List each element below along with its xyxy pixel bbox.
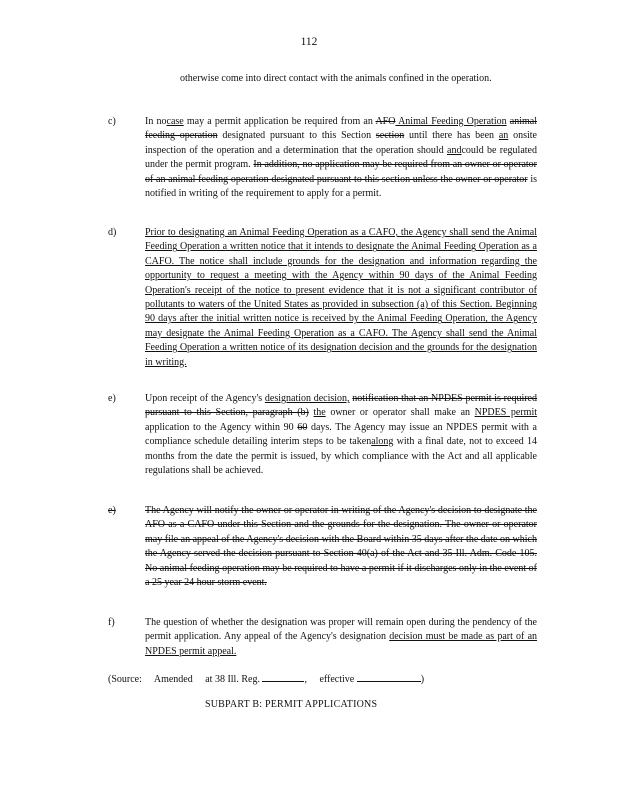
text-segment: days. The Agency may issue an NPDES permit with a compliance schedule detailing interim steps to be taken: [145, 421, 537, 448]
subpart-heading: SUBPART B: PERMIT APPLICATIONS: [205, 699, 378, 710]
text-segment: could be regulated under the permit program.: [145, 144, 537, 171]
text-segment: Prior to designating an Animal Feeding Operation as a CAFO, the Agency shall send the Animal Feeding Operation a written notice that it intends to designate the Animal Feeding Operation as a CAFO. The notice shall include grounds for the designation and information regarding the opportunity to request a meeting with the Agency within 90 days of the Animal Feeding Operation's receipt of the notice to present evidence that it is not a significant contributor of pollutants to waters of the United States as provided in subsection (a) of this Section. Beginning 90 days after the initial written notice is received by the Animal Feeding Operation, the Agency may designate the Animal Feeding Operation as a CAFO. The Agency shall send the Animal Feeding Operation a written notice of its designation decision and the grounds for the designation in writing.: [145, 227, 537, 368]
text-segment: 60: [297, 421, 308, 433]
text-segment: The Agency will notify the owner or operator in writing of the Agency's decision to designate the AFO as a CAFO under this Section and the grounds for the designation. The owner or operator may file an appeal of the Agency's decision with the Board within 35 days after the date on which the Agency served the decision pursuant to Section 40(a) of the Act and 35 Ill. Adm. Code 105. No animal feeding operation may be required to have a permit if it discharges only in the event of a 25 year 24 hour storm event.: [145, 505, 537, 589]
text-segment: In no: [145, 116, 167, 127]
source-prefix: (Source:: [108, 674, 142, 685]
text-segment: onsite inspection of the operation and a determination that the operation should: [145, 130, 537, 156]
text-segment: an: [498, 130, 509, 142]
text-segment: case: [166, 116, 184, 127]
text-segment: the: [313, 407, 326, 419]
section-e-text: [145, 392, 537, 478]
text-segment: AFO: [375, 116, 396, 127]
section-c-text: [145, 115, 537, 201]
text-segment: application to the Agency within 90: [145, 421, 298, 433]
section-c-label: c): [108, 116, 116, 127]
section-f-text: [145, 616, 537, 659]
text-segment: NPDES permit: [474, 407, 538, 419]
section-d-text: [145, 226, 537, 370]
section-deleted-label: e): [108, 505, 116, 516]
text-segment: owner or operator shall make an: [325, 407, 475, 419]
text-segment: with a final date, not to exceed 14 months from the date the permit is issued, by which compliance with the Act and all applicable regulations shall be achieved.: [145, 436, 537, 477]
section-d-label: d): [108, 227, 117, 238]
text-segment: section: [375, 130, 405, 142]
section-deleted-text: [145, 504, 537, 590]
text-segment: is notified in writing of the requirement to apply for a permit.: [145, 173, 537, 200]
continuation-paragraph: otherwise come into direct contact with the animals confined in the operation.: [180, 73, 492, 84]
source-close: ): [420, 674, 425, 685]
effective-date-blank: [357, 671, 421, 682]
text-segment: designated pursuant to this Section: [217, 130, 376, 142]
source-register: at 38 Ill. Reg.: [205, 674, 260, 685]
section-e-label: e): [108, 393, 116, 404]
text-segment: In addition, no application may be required from an owner or operator of an animal feeding operation designated pursuant to this section unless the owner or operator: [145, 159, 537, 185]
page-number: 112: [300, 36, 318, 48]
text-segment: Animal Feeding Operation: [395, 116, 507, 127]
text-segment: designation decision,: [264, 393, 350, 404]
text-segment: may a permit application be required from an: [183, 116, 376, 127]
source-amended: Amended: [153, 674, 193, 685]
text-segment: along: [371, 436, 394, 448]
source-comma: ,: [304, 674, 307, 685]
source-note: [108, 671, 424, 687]
text-segment: and: [447, 144, 462, 156]
text-segment: until there has been: [404, 130, 499, 142]
text-segment: decision must be made as part of an NPDES permit appeal.: [145, 631, 538, 657]
source-effective: effective: [319, 674, 355, 685]
text-segment: The question of whether the designation was proper will remain open during the pendency of the permit application. Any appeal of the Agency's designation: [145, 617, 537, 643]
text-segment: notification that an NPDES permit is required pursuant to this Section, paragraph (b): [145, 393, 537, 419]
text-segment: animal feeding operation: [145, 116, 537, 142]
register-page-blank: [262, 671, 304, 682]
section-f-label: f): [108, 617, 115, 628]
text-segment: Upon receipt of the Agency's: [145, 393, 265, 404]
